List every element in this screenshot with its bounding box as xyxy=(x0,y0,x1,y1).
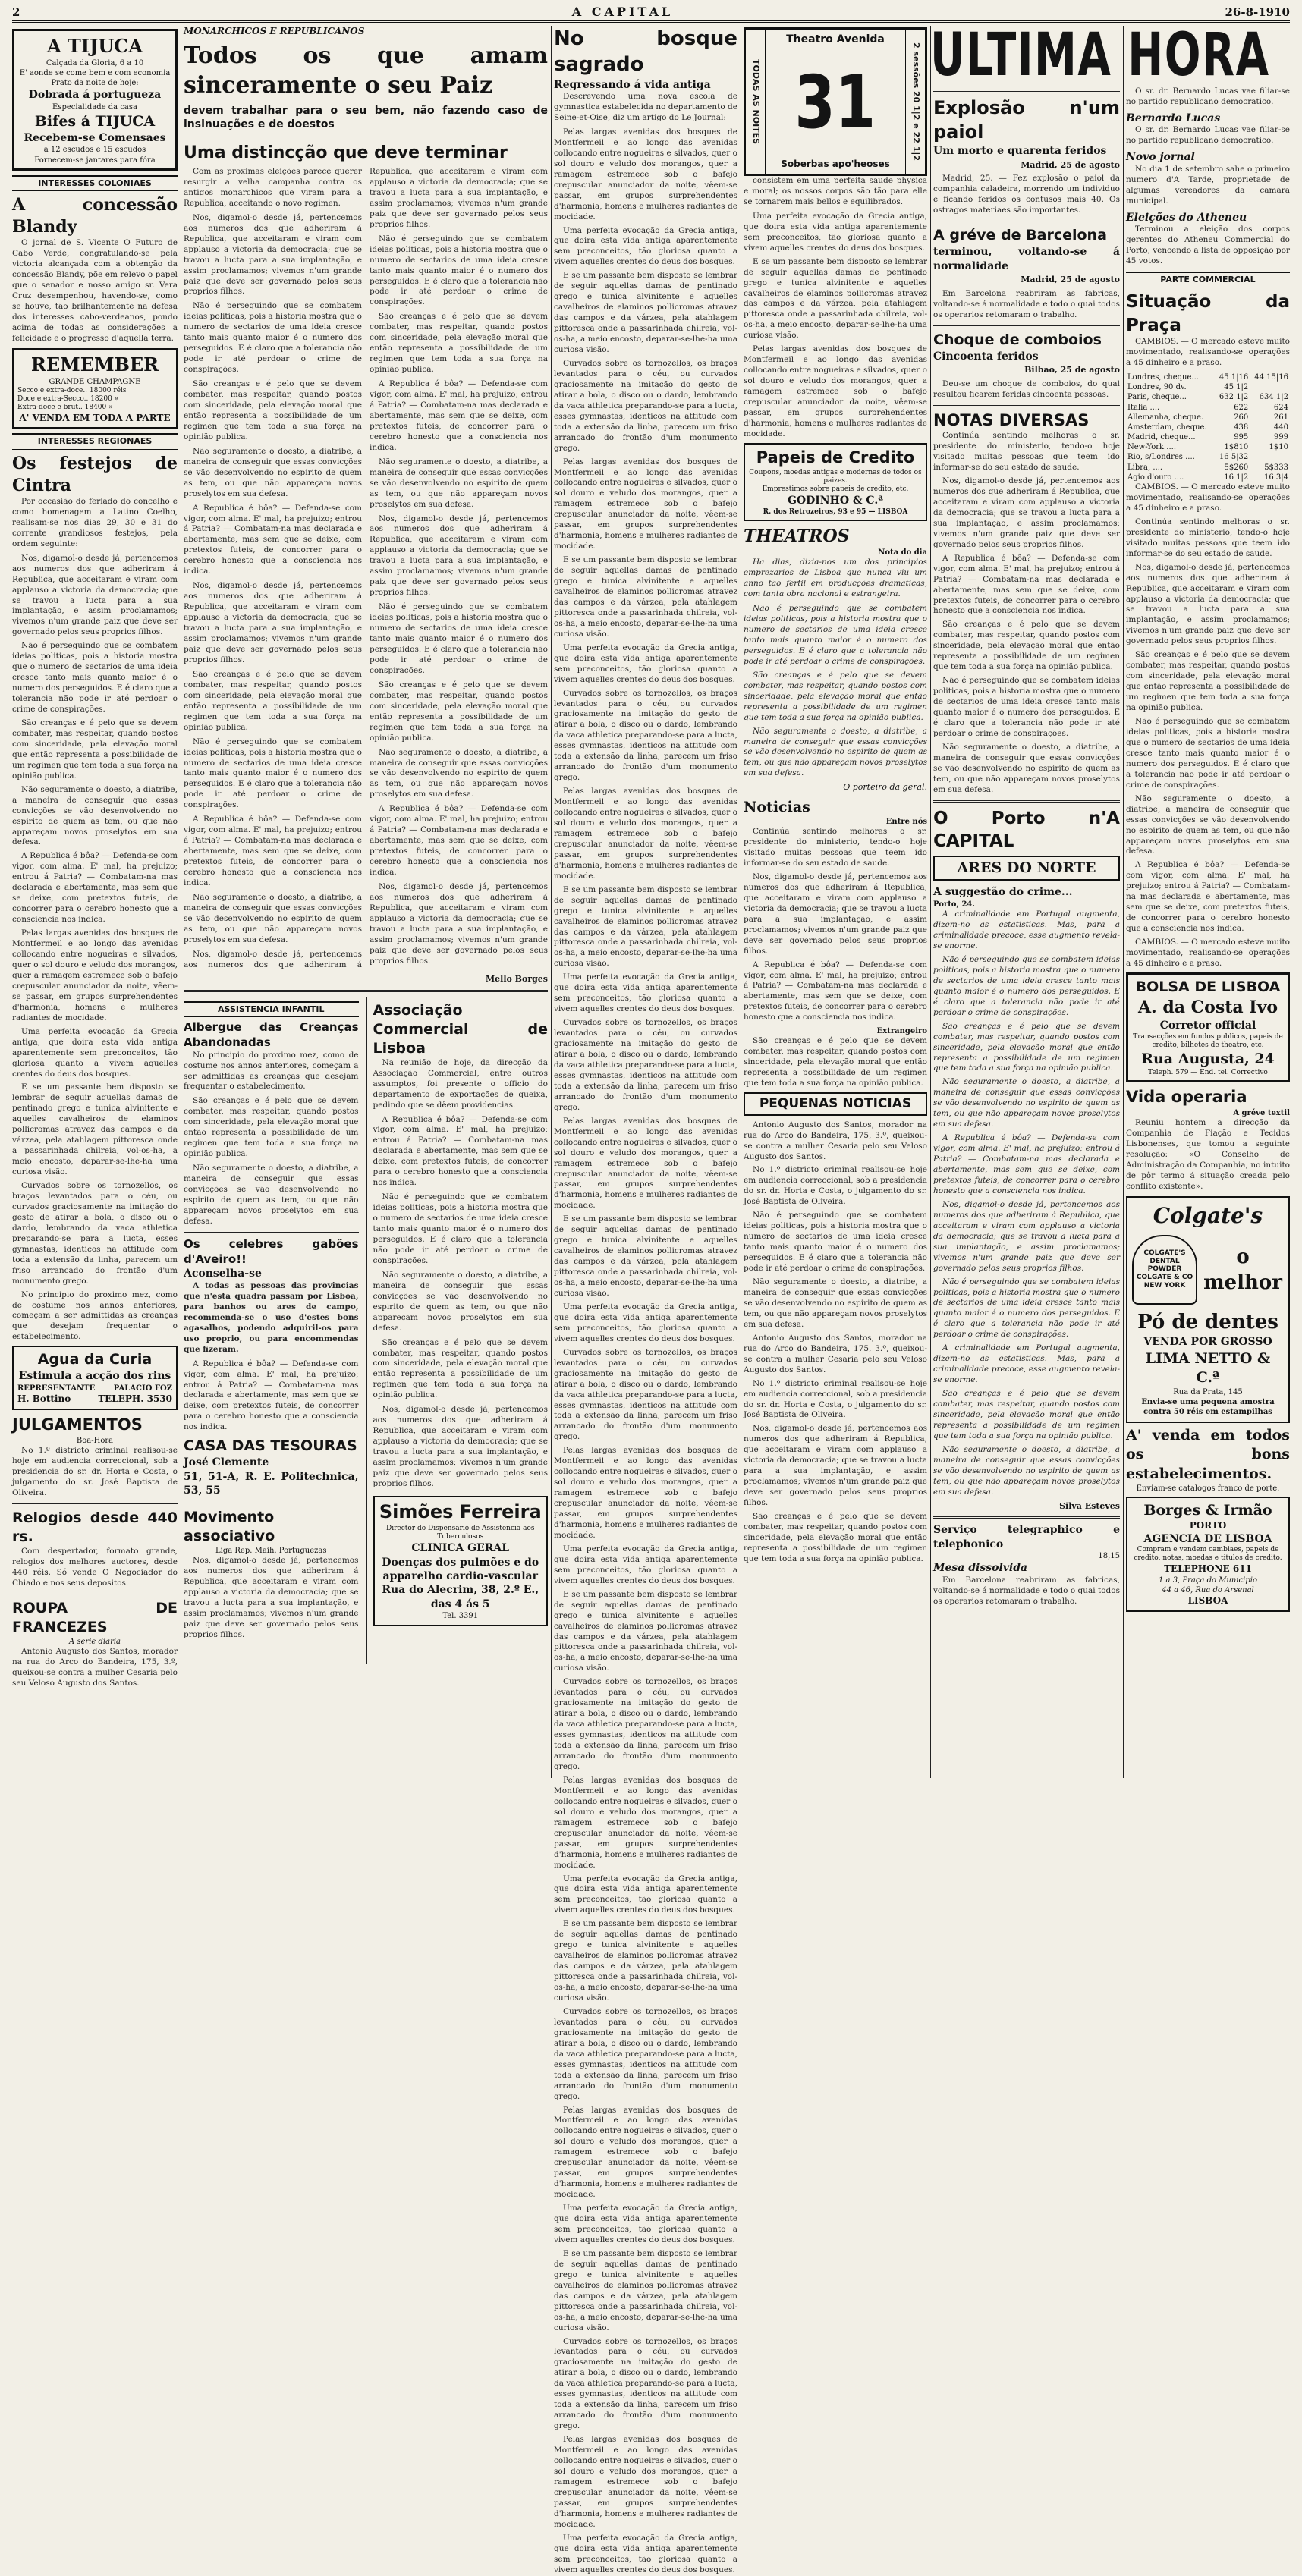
column-3 xyxy=(554,26,737,2574)
agua-curia-ad xyxy=(12,1346,178,1410)
tijuca-line: E' aonde se come bem e com economia xyxy=(19,68,171,77)
ad-name: A. da Costa Ivo xyxy=(1137,997,1278,1018)
article-headline: Explosão n'um paiol xyxy=(933,97,1120,143)
article-body: A todas as pessoas das provincias que n'esta quadra passam por Lisboa, para banhos ou ares de campo, recommenda-se o uso d'estes bons agasalhos, podendo adquiril-os para uso proprio, ou para encommendas que fizeram. xyxy=(184,1280,359,1354)
ad-title: Papeis de Credito xyxy=(756,448,915,467)
section-headline: NOTAS DIVERSAS xyxy=(933,410,1090,429)
remember-ad xyxy=(12,348,178,429)
article-headline: Todos os que amam sinceramente o seu Paiz xyxy=(184,42,548,99)
tijuca-footer: Recebem-se Comensaes xyxy=(24,131,166,144)
exchange-rate-row xyxy=(1126,423,1290,432)
article-body: Não é perseguindo que se combatem ideias politicas, pois a historia mostra que o numero de sectarios de uma ideia cresce tanto mais quanto maior é o numero dos perseguidos. E é claro que a tolerancia não pode ir até perdoar o crime de conspirações. São creanças e é pelo que se devem combater, mas respeitar, quando postos com sinceridade, pela elevação moral que então representa a possibilidade de um regimen que tem toda a sua força na opinião publica. Não seguramente o doesto, a diatribe, a maneira de conseguir que essas convicções se vão desenvolvendo no espirito de quem as tem, ou que não appareçam novos proselytos em sua defesa. xyxy=(744,604,927,778)
dateline: Madrid, 25 de agosto xyxy=(1021,159,1120,170)
remember-footer: A' VENDA EM TODA A PARTE xyxy=(19,412,171,423)
rate-buy: 438 xyxy=(1234,423,1249,432)
article-body: O jornal de S. Vicente O Futuro de Cabo Verde, congratulando-se pela victoria alcançada com a obtenção da concessão Blandy, põe em relevo o papel que o senador e nosso amigo sr. Vera Cruz desempenhou, havendo-se, como se houve, tão brilhantemente na defesa dos interesses cabo-verdeanos, pondo acima de todas as considerações a felicidade e o progresso d'aquella terra. xyxy=(12,238,178,343)
article-headline: Novo jornal xyxy=(1126,151,1195,164)
page-number: 2 xyxy=(12,5,20,19)
column-2 xyxy=(184,26,548,1778)
article-body: No 1.º districto criminal realisou-se hoje em audiencia correccional, sob a presidencia do sr. dr. Horta e Costa, o julgamento do sr. José Baptista de Oliveira. xyxy=(12,1445,178,1497)
rate-city: New-York .... xyxy=(1127,443,1176,452)
article-headline: ROUPA DE FRANCEZES xyxy=(12,1599,178,1635)
rate-buy: 16 1|2 xyxy=(1224,473,1249,482)
ad-agency: AGENCIA DE LISBOA xyxy=(1143,1532,1272,1545)
article-body: Reuniu hontem a direcção da Companhia de Fiação e Tecidos Lisbonenses, que tomou a seguinte resolução: «O Conselho de Administração da Companhia, no intuito de pôr termo á situação creada pelo conflito existente». xyxy=(1126,1118,1290,1191)
article-body: Antonio Augusto dos Santos, morador na rua do Arco do Bandeira, 175, 3.º, queixou-se contra a mulher Cesaria pelo seu Veloso Augusto dos Santos. No 1.º districto criminal realisou-se hoje em audiencia correccional, sob a presidencia do sr. dr. Horta e Costa, o julgamento do sr. José Baptista de Oliveira. Não é perseguindo que se combatem ideias politicas, pois a historia mostra que o numero de sectarios de uma ideia cresce tanto mais quanto maior é o numero dos perseguidos. E é claro que a tolerancia não pode ir até perdoar o crime de conspirações. Não seguramente o doesto, a diatribe, a maneira de conseguir que essas convicções se vão desenvolvendo no espirito de quem as tem, ou que não appareçam novos proselytos em sua defesa. Antonio Augusto dos Santos, morador na rua do Arco do Bandeira, 175, 3.º, queixou-se contra a mulher Cesaria pelo seu Veloso Augusto dos Santos. No 1.º districto criminal realisou-se hoje em audiencia correccional, sob a presidencia do sr. dr. Horta e Costa, o julgamento do sr. José Baptista de Oliveira. Nos, digamol-o desde já, pertencemos aos numeros dos que adheriram á Republica, que acceitaram e viram com applauso a victoria da democracia; que se travou a lucta para a sua implantação, e assim proclamamos; vivemos n'um grande paiz que deve ser governado pelos seus proprios filhos. São creanças e é pelo que se devem combater, mas respeitar, quando postos com sinceridade, pela elevação moral que então representa a possibilidade de um regimen que tem toda a sua força na opinião publica. xyxy=(744,1120,927,1563)
article-headline: Eleições do Atheneu xyxy=(1126,211,1247,224)
article-headline: A concessão Blandy xyxy=(12,195,178,237)
article-body: A Republica é bôa? — Defenda-se com vigor, com alma. E' mal, ha prejuizo; entrou á Patria? — Combatam-na mas declarada e abertamente, mas sem que se deixe, com pretextos futeis, de concorrer para o cerebro honesto que a consciencia nos indica. xyxy=(184,1359,359,1432)
article-headline: Choque de comboios xyxy=(933,331,1102,348)
ad-address: R. dos Retrozeiros, 93 e 95 — LISBOA xyxy=(763,507,908,516)
article-signature: O porteiro da geral. xyxy=(843,782,927,793)
section-headline-box: PEQUENAS NOTICIAS xyxy=(744,1092,927,1115)
theatre-side-label: 2 sessões 20 1|2 e 22 1|2 xyxy=(905,30,925,174)
article-body: Continúa sentindo melhoras o sr. presidente do ministerio, tendo-o hoje visitado muitas pessoas que teem ido informar-se do seu estado de saude. Nos, digamol-o desde já, pertencemos aos numeros dos que adheriram á Republica, que acceitaram e viram com applauso a victoria da democracia; que se travou a lucta para a sua implantação, e assim proclamamos; vivemos n'um grande paiz que deve ser governado pelos seus proprios filhos. A Republica é bôa? — Defenda-se com vigor, com alma. E' mal, ha prejuizo; entrou á Patria? — Combatam-na mas declarada e abertamente, mas sem que se deixe, com pretextos futeis, de concorrer para o cerebro honesto que a consciencia nos indica. São creanças e é pelo que se devem combater, mas respeitar, quando postos com sinceridade, pela elevação moral que então representa a possibilidade de um regimen que tem toda a sua força na opinião publica. Não é perseguindo que se combatem ideias politicas, pois a historia mostra que o numero de sectarios de uma ideia cresce tanto mais quanto maior é o numero dos perseguidos. E é claro que a tolerancia não pode ir até perdoar o crime de conspirações. Não seguramente o doesto, a diatribe, a maneira de conseguir que essas convicções se vão desenvolvendo no espirito de quem as tem, ou que não appareçam novos proselytos em sua defesa. xyxy=(933,431,1120,794)
article-body: Em Barcelona reabriram as fabricas, voltando-se á normalidade e todo o quai todos os operarios retomaram o trabalho. xyxy=(933,288,1120,319)
section-headline: Noticias xyxy=(744,798,810,815)
exchange-rate-row xyxy=(1126,432,1290,442)
tooth-powder-tin-icon: COLGATE'S DENTAL POWDER COLGATE & CO NEW YORK xyxy=(1132,1235,1197,1305)
article-headline: Associação Commercial de Lisboa xyxy=(373,1001,548,1057)
ad-phone: Teleph. 579 — End. tel. Correctivo xyxy=(1148,1069,1268,1077)
rate-city: Agio d'ouro .... xyxy=(1127,473,1184,482)
rate-sell: 634 1|2 xyxy=(1259,393,1288,402)
remember-row: Extra-doce e brut.. 18400 » xyxy=(17,404,113,412)
article-signature: Mello Borges xyxy=(485,973,548,984)
ad-address: Rua da Prata, 145 xyxy=(1173,1387,1243,1396)
tijuca-prices: a 12 escudos e 15 escudos xyxy=(43,146,146,155)
article-body: Com as proximas eleições parece querer resurgir a velha campanha contra os antigos monarchicos que viram para a Republica, acceitando o novo regimen. Nos, digamol-o desde já, pertencemos aos numeros dos que adheriram á Republica, que acceitaram e viram com applauso a victoria da democracia; que se travou a lucta para a sua implantação, e assim proclamamos; vivemos n'um grande paiz que deve ser governado pelos seus proprios filhos. Não é perseguindo que se combatem ideias politicas, pois a historia mostra que o numero de sectarios de uma ideia cresce tanto mais quanto maior é o numero dos perseguidos. E é claro que a tolerancia não pode ir até perdoar o crime de conspirações. São creanças e é pelo que se devem combater, mas respeitar, quando postos com sinceridade, pela elevação moral que então representa a possibilidade de um regimen que tem toda a sua força na opinião publica. Não seguramente o doesto, a diatribe, a maneira de conseguir que essas convicções se vão desenvolvendo no espirito de quem as tem, ou que não appareçam novos proselytos em sua defesa. A Republica é bôa? — Defenda-se com vigor, com alma. E' mal, ha prejuizo; entrou á Patria? — Combatam-na mas declarada e abertamente, mas sem que se deixe, com pretextos futeis, de concorrer para o cerebro honesto que a consciencia nos indica. Nos, digamol-o desde já, pertencemos aos numeros dos que adheriram á Republica, que acceitaram e viram com applauso a victoria da democracia; que se travou a lucta para a sua implantação, e assim proclamamos; vivemos n'um grande paiz que deve ser governado pelos seus proprios filhos. São creanças e é pelo que se devem combater, mas respeitar, quando postos com sinceridade, pela elevação moral que então representa a possibilidade de um regimen que tem toda a sua força na opinião publica. Não é perseguindo que se combatem ideias politicas, pois a historia mostra que o numero de sectarios de uma ideia cresce tanto mais quanto maior é o numero dos perseguidos. E é claro que a tolerancia não pode ir até perdoar o crime de conspirações. A Republica é bôa? — Defenda-se com vigor, com alma. E' mal, ha prejuizo; entrou á Patria? — Combatam-na mas declarada e abertamente, mas sem que se deixe, com pretextos futeis, de concorrer para o cerebro honesto que a consciencia nos indica. Não seguramente o doesto, a diatribe, a maneira de conseguir que essas convicções se vão desenvolvendo no espirito de quem as tem, ou que não appareçam novos proselytos em sua defesa. Nos, digamol-o desde já, pertencemos aos numeros dos que adheriram á Republica, que acceitaram e viram com applauso a victoria da democracia; que se travou a lucta para a sua implantação, e assim proclamamos; vivemos n'um grande paiz que deve ser governado pelos seus proprios filhos. Não é perseguindo que se combatem ideias politicas, pois a historia mostra que o numero de sectarios de uma ideia cresce tanto mais quanto maior é o numero dos perseguidos. E é claro que a tolerancia não pode ir até perdoar o crime de conspirações. São creanças e é pelo que se devem combater, mas respeitar, quando postos com sinceridade, pela elevação moral que então representa a possibilidade de um regimen que tem toda a sua força na opinião publica. A Republica é bôa? — Defenda-se com vigor, com alma. E' mal, ha prejuizo; entrou á Patria? — Combatam-na mas declarada e abertamente, mas sem que se deixe, com pretextos futeis, de concorrer para o cerebro honesto que a consciencia nos indica. Não seguramente o doesto, a diatribe, a maneira de conseguir que essas convicções se vão desenvolvendo no espirito de quem as tem, ou que não appareçam novos proselytos em sua defesa. Nos, digamol-o desde já, pertencemos aos numeros dos que adheriram á Republica, que acceitaram e viram com applauso a victoria da democracia; que se travou a lucta para a sua implantação, e assim proclamamos; vivemos n'um grande paiz que deve ser governado pelos seus proprios filhos. Não é perseguindo que se combatem ideias politicas, pois a historia mostra que o numero de sectarios de uma ideia cresce tanto mais quanto maior é o numero dos perseguidos. E é claro que a tolerancia não pode ir até perdoar o crime de conspirações. São creanças e é pelo que se devem combater, mas respeitar, quando postos com sinceridade, pela elevação moral que então representa a possibilidade de um regimen que tem toda a sua força na opinião publica. Não seguramente o doesto, a diatribe, a maneira de conseguir que essas convicções se vão desenvolvendo no espirito de quem as tem, ou que não appareçam novos proselytos em sua defesa. A Republica é bôa? — Defenda-se com vigor, com alma. E' mal, ha prejuizo; entrou á Patria? — Combatam-na mas declarada e abertamente, mas sem que se deixe, com pretextos futeis, de concorrer para o cerebro honesto que a consciencia nos indica. Nos, digamol-o desde já, pertencemos aos numeros dos que adheriram á Republica, que acceitaram e viram com applauso a victoria da democracia; que se travou a lucta para a sua implantação, e assim proclamamos; vivemos n'um grande paiz que deve ser governado pelos seus proprios filhos. xyxy=(184,166,548,969)
ultima-hora-banner: ULTIMA HORA xyxy=(930,21,1270,90)
rate-sell: 1$10 xyxy=(1269,443,1288,452)
article-subtitle: Regressando á vida antiga xyxy=(554,78,711,91)
article-body: O sr. dr. Bernardo Lucas vae filiar-se no partido republicano democratico. xyxy=(1126,86,1290,106)
rate-buy: 260 xyxy=(1234,413,1249,422)
rate-city: Allemanha, cheque. xyxy=(1127,413,1204,422)
column-rule xyxy=(551,26,552,1778)
section-heading: ASSISTENCIA INFANTIL xyxy=(184,1001,359,1018)
subcolumn-right xyxy=(366,997,549,1664)
ad-title: Simões Ferreira xyxy=(379,1500,542,1522)
article-headline: No bosque sagrado xyxy=(554,27,737,77)
tijuca-ad xyxy=(12,29,178,171)
article-body: consistem em uma perfeita saude physica e moral; os nossos corpos são tão para elle se tornarem mais bellos e equilibrados. xyxy=(744,176,927,206)
article-subtitle: Cincoenta feridos xyxy=(933,350,1039,363)
exchange-rate-row xyxy=(1126,473,1290,482)
article-headline: A gréve de Barcelona xyxy=(933,227,1107,244)
column-4 xyxy=(744,26,927,1778)
article-subtitle: devem trabalhar para o seu bem, não fazendo caso de insinuações e de doestos xyxy=(184,105,548,131)
ad-avenda: A' venda em todos os bons estabelecimentos. xyxy=(1126,1427,1290,1482)
ad-title: Borges & Irmão xyxy=(1143,1501,1272,1519)
ad-subtitle: Coupons, moedas antigas e modernas de todos os paizes. xyxy=(749,468,922,485)
ad-slogan: o melhor xyxy=(1203,1245,1282,1294)
rate-buy: 16 5|32 xyxy=(1219,453,1249,462)
article-body: A criminalidade em Portugal augmenta, dizem-no as estatisticas. Mas, para a criminalidade precoce, esse augmento revela-se enorme. Não é perseguindo que se combatem ideias politicas, pois a historia mostra que o numero de sectarios de uma ideia cresce tanto mais quanto maior é o numero dos perseguidos. E é claro que a tolerancia não pode ir até perdoar o crime de conspirações. São creanças e é pelo que se devem combater, mas respeitar, quando postos com sinceridade, pela elevação moral que então representa a possibilidade de um regimen que tem toda a sua força na opinião publica. Não seguramente o doesto, a diatribe, a maneira de conseguir que essas convicções se vão desenvolvendo no espirito de quem as tem, ou que não appareçam novos proselytos em sua defesa. A Republica é bôa? — Defenda-se com vigor, com alma. E' mal, ha prejuizo; entrou á Patria? — Combatam-na mas declarada e abertamente, mas sem que se deixe, com pretextos futeis, de concorrer para o cerebro honesto que a consciencia nos indica. Nos, digamol-o desde já, pertencemos aos numeros dos que adheriram á Republica, que acceitaram e viram com applauso a victoria da democracia; que se travou a lucta para a sua implantação, e assim proclamamos; vivemos n'um grande paiz que deve ser governado pelos seus proprios filhos. Não é perseguindo que se combatem ideias politicas, pois a historia mostra que o numero de sectarios de uma ideia cresce tanto mais quanto maior é o numero dos perseguidos. E é claro que a tolerancia não pode ir até perdoar o crime de conspirações. A criminalidade em Portugal augmenta, dizem-no as estatisticas. Mas, para a criminalidade precoce, esse augmento revela-se enorme. São creanças e é pelo que se devem combater, mas respeitar, quando postos com sinceridade, pela elevação moral que então representa a possibilidade de um regimen que tem toda a sua força na opinião publica. Não seguramente o doesto, a diatribe, a maneira de conseguir que essas convicções se vão desenvolvendo no espirito de quem as tem, ou que não appareçam novos proselytos em sua defesa. xyxy=(933,909,1120,1497)
tijuca-dish: Dobrada á portugueza xyxy=(28,89,162,102)
article-subtitle: A suggestão do crime... xyxy=(933,886,1073,899)
rate-city: Italia .... xyxy=(1127,403,1160,412)
ad-clinic-subtitle: Doenças dos pulmões e do apparelho cardio-vascular xyxy=(382,1556,539,1583)
article-body: Ha dias, dizia-nos um dos principios emprezarios de Lisboa que nunca viu um anno tão fertil em producções dramaticas, com tanta obra nacional e estrangeira. xyxy=(744,558,927,599)
rate-sell: 44 15|16 xyxy=(1254,372,1288,382)
section-headline: Serviço telegraphico e telephonico xyxy=(933,1524,1120,1550)
issue-date: 26-8-1910 xyxy=(1225,5,1290,19)
subheading: Entre nós xyxy=(885,817,927,826)
time-stamp: 18,15 xyxy=(1098,1552,1120,1561)
section-headline: Vida operaria xyxy=(1126,1088,1247,1107)
theatre-footer: Soberbas apo'heoses xyxy=(781,159,890,170)
tesouras-name: José Clemente xyxy=(184,1456,269,1469)
exchange-rate-row xyxy=(1126,463,1290,473)
rate-buy: 632 1|2 xyxy=(1219,393,1249,402)
article-subheadline: Uma distincção que deve terminar xyxy=(184,143,508,162)
subheading: Boa-Hora xyxy=(76,1436,114,1445)
ad-city: LISBOA xyxy=(1187,1594,1228,1606)
exchange-rate-row xyxy=(1126,372,1290,382)
borges-irmao-ad xyxy=(1126,1497,1290,1612)
column-rule xyxy=(1123,26,1124,1778)
article-body: Madrid, 25. — Fez explosão o paiol da companhia caladeira, morrendo um individuo e ficando feridos os contusos mais 40. Os ostragos materiaes são importantes. xyxy=(933,174,1120,215)
exchange-rate-row xyxy=(1126,413,1290,423)
rate-city: Madrid, cheque... xyxy=(1127,433,1196,442)
section-headline: THEATROS xyxy=(744,526,850,547)
article-body: Descrevendo uma nova escola de gymnastica estabelecida no departamento de Seine-et-Oise, diz um artigo do Le Journal: xyxy=(554,92,737,122)
article-body: O sr. dr. Bernardo Lucas vae filiar-se no partido republicano democratico. xyxy=(1126,125,1290,146)
rate-sell: 440 xyxy=(1273,423,1288,432)
tijuca-speciality-label: Especialidade da casa xyxy=(52,102,137,112)
rate-sell: 16 3|4 xyxy=(1264,473,1288,482)
article-body: Nos, digamol-o desde já, pertencemos aos numeros dos que adheriram á Republica, que acceitaram e viram com applauso a victoria da democracia; que se travou a lucta para a sua implantação, e assim proclamamos; vivemos n'um grande paiz que deve ser governado pelos seus proprios filhos. xyxy=(373,1405,548,1488)
rate-sell: 5$333 xyxy=(1264,463,1288,472)
rate-city: Rio, s/Londres .... xyxy=(1127,453,1195,462)
rate-city: Londres, 90 dv. xyxy=(1127,383,1187,392)
rate-buy: 5$260 xyxy=(1224,463,1249,472)
section-headline: Situação da Praça xyxy=(1126,292,1290,335)
dateline: Bilbao, 25 de agosto xyxy=(1024,365,1120,375)
tesouras-ad: CASA DAS TESOURAS xyxy=(184,1437,357,1455)
papeis-credito-ad xyxy=(744,443,927,521)
article-headline: Movimento associativo xyxy=(184,1508,275,1544)
article-subtitle: Um morto e quarenta feridos xyxy=(933,145,1107,158)
exchange-rates-table xyxy=(1126,372,1290,482)
article-body: Nos, digamol-o desde já, pertencemos aos numeros dos que adheriram á Republica, que acceitaram e viram com applauso a victoria da democracia; que se travou a lucta para a sua implantação, e assim proclamamos; vivemos n'um grande paiz que deve ser governado pelos seus proprios filhos. xyxy=(184,1556,359,1639)
agua-address: PALACIO FOZ xyxy=(113,1384,172,1393)
ad-address: Rua Augusta, 24 xyxy=(1141,1051,1275,1068)
ad-envia: Envia-se uma pequena amostra contra 50 réis em estampilhas xyxy=(1141,1398,1275,1417)
bolsa-lisboa-ad xyxy=(1126,972,1290,1082)
rate-sell: 624 xyxy=(1273,403,1288,412)
ad-subtitle: Emprestimos sobre papeis de credito, etc. xyxy=(762,485,909,494)
rate-sell xyxy=(1250,452,1290,462)
exchange-rate-row xyxy=(1126,442,1290,452)
subheading: A gréve textil xyxy=(1233,1109,1290,1118)
article-body: Na reunião de hoje, da direcção da Associação Commercial, entre outros assumptos, foi presente o officio do departamento de exportações de queixa, pedindo que se dêem providencias. xyxy=(373,1057,548,1110)
theatro-avenida-ad xyxy=(744,27,927,176)
ad-text: Compram e vendem cambiaes, papeis de credito, notas, moedas e titulos de credito. xyxy=(1134,1546,1282,1563)
lower-columns xyxy=(184,997,548,1664)
article-body: Não é perseguindo que se combatem ideias politicas, pois a historia mostra que o numero de sectarios de uma ideia cresce tanto mais quanto maior é o numero dos perseguidos. E é claro que a tolerancia não pode ir até perdoar o crime de conspirações. xyxy=(373,1192,548,1265)
tijuca-title: A TIJUCA xyxy=(46,35,143,57)
masthead: A CAPITAL xyxy=(571,5,674,19)
subheading: Nota do dia xyxy=(878,548,927,558)
agua-subtitle: Estimula a acção dos rins xyxy=(18,1370,171,1383)
article-body: Não seguramente o doesto, a diatribe, a maneira de conseguir que essas convicções se vão desenvolvendo no espirito de quem as tem, ou que não appareçam novos proselytos em sua defesa. xyxy=(184,1164,359,1226)
ad-title: BOLSA DE LISBOA xyxy=(1135,978,1281,995)
section-heading: PARTE COMMERCIAL xyxy=(1126,272,1290,288)
rate-city: Libra, .... xyxy=(1127,463,1163,472)
dateline: Madrid, 25 de agosto xyxy=(1021,275,1120,285)
article-body: Em Barcelona reabriram as fabricas, voltando-se á normalidade e todo o quai todos os operarios retomaram o trabalho. xyxy=(933,1575,1120,1606)
subheading: Liga Rep. Maih. Portuguezas xyxy=(215,1546,327,1555)
article-body: No dia 1 de setembro sahe o primeiro numero d'A Tarde, proprietade de algumas vereadores da camara municipal. xyxy=(1126,164,1290,206)
agua-name: H. Bottino xyxy=(17,1393,71,1405)
ad-product: Pó de dentes xyxy=(1137,1310,1278,1334)
article-headline: Os celebres gabões d'Aveiro!! xyxy=(184,1236,359,1266)
rate-city: Amsterdam, cheque. xyxy=(1127,423,1207,432)
article-body: Por occasião do feriado do concelho e como homenagem a Latino Coelho, realisam-se nos dias 29, 30 e 31 do corrente grandiosos festejos, pela ordem seguinte: xyxy=(12,496,178,548)
column-rule xyxy=(930,26,931,1778)
ad-address: 1 a 3, Praça do Municipio xyxy=(1159,1575,1257,1585)
exchange-rate-row xyxy=(1126,382,1290,392)
article-author: Bernardo Lucas xyxy=(1126,112,1221,124)
section-headline: O Porto n'A CAPITAL xyxy=(933,808,1120,852)
column-1 xyxy=(12,26,178,1778)
article-body: A Republica é bôa? — Defenda-se com vigor, com alma. E' mal, ha prejuizo; entrou á Patria? — Combatam-na mas declarada e abertamente, mas sem que se deixe, com pretextos futeis, de concorrer para o cerebro honesto que a consciencia nos indica. xyxy=(373,1114,548,1188)
ad-name: GODINHO & C.ª xyxy=(787,495,884,507)
ad-clinic: CLINICA GERAL xyxy=(411,1542,510,1555)
rate-buy: 622 xyxy=(1234,403,1249,412)
relogios-ad: Relogios desde 440 rs. xyxy=(12,1509,178,1545)
article-body: Antonio Augusto dos Santos, morador na rua do Arco do Bandeira, 175, 3.º, queixou-se contra a mulher Cesaria pelo seu Veloso Augusto dos Santos. xyxy=(12,1646,178,1688)
rate-city: Londres, cheque... xyxy=(1127,372,1199,382)
tijuca-address: Calçada da Gloria, 6 a 10 xyxy=(46,58,144,68)
tesouras-address: 51, 51-A, R. E. Politechnica, 53, 55 xyxy=(184,1470,359,1497)
article-body: Nos, digamol-o desde já, pertencemos aos numeros dos que adheriram á Republica, que acceitaram e viram com applauso a victoria da democracia; que se travou a lucta para a sua implantação, e assim proclamamos; vivemos n'um grande paiz que deve ser governado pelos seus proprios filhos. Não é perseguindo que se combatem ideias politicas, pois a historia mostra que o numero de sectarios de uma ideia cresce tanto mais quanto maior é o numero dos perseguidos. E é claro que a tolerancia não pode ir até perdoar o crime de conspirações. São creanças e é pelo que se devem combater, mas respeitar, quando postos com sinceridade, pela elevação moral que então representa a possibilidade de um regimen que tem toda a sua força na opinião publica. Não seguramente o doesto, a diatribe, a maneira de conseguir que essas convicções se vão desenvolvendo no espirito de quem as tem, ou que não appareçam novos proselytos em sua defesa. A Republica é bôa? — Defenda-se com vigor, com alma. E' mal, ha prejuizo; entrou á Patria? — Combatam-na mas declarada e abertamente, mas sem que se deixe, com pretextos futeis, de concorrer para o cerebro honesto que a consciencia nos indica. Pelas largas avenidas dos bosques de Montfermeil e ao longo das avenidas collocando entre nogueiras e silvados, quer o sol douro e veludo dos morangos, quer a ramagem estremece sob o bafejo crepuscular anunciador da noite, vêem-se passar, em grupos surprehendentes d'harmonia, homens e mulheres radiantes de mocidade. Uma perfeita evocação da Grecia antiga, que doira esta vida antiga aparentemente sem preconceitos, tão gloriosa quanto a vivem aquelles crentes do deus dos bosques. E se um passante bem disposto se lembrar de seguir aquellas damas de pentinado grego e tunica alvinitente e aquelles cavalheiros de elaminos pollicromas atravez das campos e da várzea, pela atahlagem pittoresca onde a passarinhada chilreia, vol-os-ha, a meio encosto, deparar-se-lhe-ha uma curiosa visão. Curvados sobre os tornozellos, os braços levantados para o céu, ou curvados graciosamente na imitação do gesto de atirar a bola, o disco ou o dardo, lembrando da vaca athletica preparando-se para a lucta, esses gymnastas, identicos na attitude com toda a extensão da linha, parecem um friso arrancado do frontão d'um monumento grego. No principio do proximo mez, como de costume nos annos anteriores, começam a ser admittidas as creanças que desejam frequentar o estabelecimento. xyxy=(12,553,178,1342)
section-heading: INTERESSES COLONIAES xyxy=(12,175,178,192)
dateline: Porto, 24. xyxy=(933,900,975,909)
rate-buy: 995 xyxy=(1234,433,1249,442)
exchange-rate-row xyxy=(1126,403,1290,413)
ad-venda: VENDA POR GROSSO xyxy=(1143,1336,1272,1349)
article-headline: Albergue das Creanças Abandonadas xyxy=(184,1020,359,1049)
remember-row: Secco e extra-doce.. 18000 réis xyxy=(17,386,127,394)
subheading: A serie diaria xyxy=(68,1637,121,1646)
agua-rep: REPRESENTANTE xyxy=(17,1384,96,1393)
ad-phone: TELEPHONE 611 xyxy=(1164,1563,1252,1574)
article-body: Com despertador, formato grande, relogios dos melhores auctores, desde 440 réis. Só vende O Negociador do Chiado e nos seus depositos. xyxy=(12,1546,178,1588)
remember-row: Doce e extra-Secco.. 18200 » xyxy=(17,395,119,404)
theatre-side-label: TODAS AS NOITES xyxy=(746,30,766,174)
subcolumn-left xyxy=(184,997,359,1664)
rate-sell xyxy=(1250,382,1290,392)
subheading: Extrangeiro xyxy=(876,1027,927,1036)
ad-address: Rua do Alecrim, 38, 2.º E., das 4 ás 5 xyxy=(382,1584,539,1610)
article-headline: Mesa dissolvida xyxy=(933,1562,1028,1575)
ad-city: PORTO xyxy=(1189,1519,1227,1531)
ares-do-norte-box: ARES DO NORTE xyxy=(933,856,1120,881)
article-body: Não seguramente o doesto, a diatribe, a maneira de conseguir que essas convicções se vão desenvolvendo no espirito de quem as tem, ou que não appareçam novos proselytos em sua defesa. xyxy=(373,1270,548,1333)
article-subtitle: terminou, voltando-se á normalidade xyxy=(933,246,1120,272)
remember-subtitle: GRANDE CHAMPAGNE xyxy=(49,377,141,386)
agua-title: Agua da Curia xyxy=(37,1351,153,1368)
ad-role: Corretor official xyxy=(1159,1019,1256,1032)
rate-buy: 45 1|16 xyxy=(1219,372,1249,382)
article-headline: Os festejos de Cintra xyxy=(12,453,178,495)
section-heading: INTERESSES REGIONAES xyxy=(12,433,178,450)
article-body: Continúa sentindo melhoras o sr. presidente do ministerio, tendo-o hoje visitado muitas pessoas que teem ido informar-se do seu estado de saude. Nos, digamol-o desde já, pertencemos aos numeros dos que adheriram á Republica, que acceitaram e viram com applauso a victoria da democracia; que se travou a lucta para a sua implantação, e assim proclamamos; vivemos n'um grande paiz que deve ser governado pelos seus proprios filhos. A Republica é bôa? — Defenda-se com vigor, com alma. E' mal, ha prejuizo; entrou á Patria? — Combatam-na mas declarada e abertamente, mas sem que se deixe, com pretextos futeis, de concorrer para o cerebro honesto que a consciencia nos indica. xyxy=(744,827,927,1023)
article-subtitle: Aconselha-se xyxy=(184,1268,262,1280)
article-body: São creanças e é pelo que se devem combater, mas respeitar, quando postos com sinceridade, pela elevação moral que então representa a possibilidade de um regimen que tem toda a sua força na opinião publica. xyxy=(373,1337,548,1400)
colgate-ad xyxy=(1126,1196,1290,1423)
exchange-rate-row xyxy=(1126,452,1290,462)
rate-buy: 45 1|2 xyxy=(1224,383,1249,392)
rate-city: Paris, cheque... xyxy=(1127,393,1187,402)
rate-buy: 1$810 xyxy=(1224,443,1249,452)
simoes-ferreira-ad xyxy=(373,1496,549,1626)
tijuca-extra: Fornecem-se jantares para fóra xyxy=(34,156,156,165)
rate-sell: 261 xyxy=(1273,413,1288,422)
article-body: São creanças e é pelo que se devem combater, mas respeitar, quando postos com sinceridade, pela elevação moral que então representa a possibilidade de um regimen que tem toda a sua força na opinião publica. xyxy=(744,1036,927,1089)
article-headline: JULGAMENTOS xyxy=(12,1415,143,1434)
article-body: CAMBIOS. — O mercado esteve muito movimentado, realisando-se operações a 45 dinheiro e a praso. Continúa sentindo melhoras o sr. presidente do ministerio, tendo-o hoje visitado muitas pessoas que teem ido informar-se do seu estado de saude. Nos, digamol-o desde já, pertencemos aos numeros dos que adheriram á Republica, que acceitaram e viram com applauso a victoria da democracia; que se travou a lucta para a sua implantação, e assim proclamamos; vivemos n'um grande paiz que deve ser governado pelos seus proprios filhos. São creanças e é pelo que se devem combater, mas respeitar, quando postos com sinceridade, pela elevação moral que então representa a possibilidade de um regimen que tem toda a sua força na opinião publica. Não é perseguindo que se combatem ideias politicas, pois a historia mostra que o numero de sectarios de uma ideia cresce tanto mais quanto maior é o numero dos perseguidos. E é claro que a tolerancia não pode ir até perdoar o crime de conspirações. Não seguramente o doesto, a diatribe, a maneira de conseguir que essas convicções se vão desenvolvendo no espirito de quem as tem, ou que não appareçam novos proselytos em sua defesa. A Republica é bôa? — Defenda-se com vigor, com alma. E' mal, ha prejuizo; entrou á Patria? — Combatam-na mas declarada e abertamente, mas sem que se deixe, com pretextos futeis, de concorrer para o cerebro honesto que a consciencia nos indica. CAMBIOS. — O mercado esteve muito movimentado, realisando-se operações a 45 dinheiro e a praso. xyxy=(1126,482,1290,968)
ad-avenda-sub: Enviam-se catalogos franco de porte. xyxy=(1136,1484,1280,1493)
article-body: Uma perfeita evocação da Grecia antiga, que doira esta vida antiga aparentemente sem preconceitos, tão gloriosa quanto a vivem aquelles crentes do deus dos bosques. E se um passante bem disposto se lembrar de seguir aquellas damas de pentinado grego e tunica alvinitente e aquelles cavalheiros de elaminos pollicromas atravez das campos e da várzea, pela atahlagem pittoresca onde a passarinhada chilreia, vol-os-ha, a meio encosto, deparar-se-lhe-ha uma curiosa visão. Pelas largas avenidas dos bosques de Montfermeil e ao longo das avenidas collocando entre nogueiras e silvados, quer o sol douro e veludo dos morangos, quer a ramagem estremece sob o bafejo crepuscular anunciador da noite, vêem-se passar, em grupos surprehendentes d'harmonia, homens e mulheres radiantes de mocidade. xyxy=(744,211,927,438)
article-body: No principio do proximo mez, como de costume nos annos anteriores, começam a ser admittidas as creanças que desejam frequentar o estabelecimento. xyxy=(184,1050,359,1092)
article-body: Deu-se um choque de comboios, do qual resultou ficarem feridas cincoenta pessoas. xyxy=(933,379,1120,399)
theatre-number: 31 xyxy=(794,60,876,146)
ad-name: LIMA NETTO & C.ª xyxy=(1145,1349,1271,1386)
article-body: Terminou a eleição dos corpos gerentes do Atheneu Commercial do Porto, vencendo a lista de opposição por 45 votos. xyxy=(1126,225,1290,265)
article-kicker: MONARCHICOS E REPUBLICANOS xyxy=(184,26,365,36)
ad-brand: Colgate's xyxy=(1153,1202,1263,1228)
ad-address: 44 a 46, Rua do Arsenal xyxy=(1162,1585,1254,1594)
tijuca-line: Prato da noite de hoje: xyxy=(51,79,139,88)
tijuca-speciality: Bifes á TIJUCA xyxy=(34,112,156,130)
ad-subtitle: Director do Dispensario de Assistencia aos Tuberculosos xyxy=(385,1524,535,1541)
article-signature: Silva Esteves xyxy=(1059,1500,1120,1511)
agua-phone: TELEPH. 3530 xyxy=(98,1393,172,1405)
article-body: CAMBIOS. — O mercado esteve muito movimentado, realisando-se operações a 45 dinheiro e a praso. xyxy=(1126,337,1290,367)
column-6 xyxy=(1126,26,1290,1778)
ad-phone: Tel. 3391 xyxy=(442,1612,479,1621)
article-body: Pelas largas avenidas dos bosques de Montfermeil e ao longo das avenidas collocando entre nogueiras e silvados, quer o sol douro e veludo dos morangos, quer a ramagem estremece sob o bafejo crepuscular anunciador da noite, vêem-se passar, em grupos surprehendentes d'harmonia, homens e mulheres radiantes de mocidade. Uma perfeita evocação da Grecia antiga, que doira esta vida antiga aparentemente sem preconceitos, tão gloriosa quanto a vivem aquelles crentes do deus dos bosques. E se um passante bem disposto se lembrar de seguir aquellas damas de pentinado grego e tunica alvinitente e aquelles cavalheiros de elaminos pollicromas atravez das campos e da várzea, pela atahlagem pittoresca onde a passarinhada chilreia, vol-os-ha, a meio encosto, deparar-se-lhe-ha uma curiosa visão. Curvados sobre os tornozellos, os braços levantados para o céu, ou curvados graciosamente na imitação do gesto de atirar a bola, o disco ou o dardo, lembrando da vaca athletica preparando-se para a lucta, esses gymnastas, identicos na attitude com toda a extensão da linha, parecem um friso arrancado do frontão d'um monumento grego. Pelas largas avenidas dos bosques de Montfermeil e ao longo das avenidas collocando entre nogueiras e silvados, quer o sol douro e veludo dos morangos, quer a ramagem estremece sob o bafejo crepuscular anunciador da noite, vêem-se passar, em grupos surprehendentes d'harmonia, homens e mulheres radiantes de mocidade. E se um passante bem disposto se lembrar de seguir aquellas damas de pentinado grego e tunica alvinitente e aquelles cavalheiros de elaminos pollicromas atravez das campos e da várzea, pela atahlagem pittoresca onde a passarinhada chilreia, vol-os-ha, a meio encosto, deparar-se-lhe-ha uma curiosa visão. Uma perfeita evocação da Grecia antiga, que doira esta vida antiga aparentemente sem preconceitos, tão gloriosa quanto a vivem aquelles crentes do deus dos bosques. Curvados sobre os tornozellos, os braços levantados para o céu, ou curvados graciosamente na imitação do gesto de atirar a bola, o disco ou o dardo, lembrando da vaca athletica preparando-se para a lucta, esses gymnastas, identicos na attitude com toda a extensão da linha, parecem um friso arrancado do frontão d'um monumento grego. Pelas largas avenidas dos bosques de Montfermeil e ao longo das avenidas collocando entre nogueiras e silvados, quer o sol douro e veludo dos morangos, quer a ramagem estremece sob o bafejo crepuscular anunciador da noite, vêem-se passar, em grupos surprehendentes d'harmonia, homens e mulheres radiantes de mocidade. E se um passante bem disposto se lembrar de seguir aquellas damas de pentinado grego e tunica alvinitente e aquelles cavalheiros de elaminos pollicromas atravez das campos e da várzea, pela atahlagem pittoresca onde a passarinhada chilreia, vol-os-ha, a meio encosto, deparar-se-lhe-ha uma curiosa visão. Uma perfeita evocação da Grecia antiga, que doira esta vida antiga aparentemente sem preconceitos, tão gloriosa quanto a vivem aquelles crentes do deus dos bosques. Curvados sobre os tornozellos, os braços levantados para o céu, ou curvados graciosamente na imitação do gesto de atirar a bola, o disco ou o dardo, lembrando da vaca athletica preparando-se para a lucta, esses gymnastas, identicos na attitude com toda a extensão da linha, parecem um friso arrancado do frontão d'um monumento grego. Pelas largas avenidas dos bosques de Montfermeil e ao longo das avenidas collocando entre nogueiras e silvados, quer o sol douro e veludo dos morangos, quer a ramagem estremece sob o bafejo crepuscular anunciador da noite, vêem-se passar, em grupos surprehendentes d'harmonia, homens e mulheres radiantes de mocidade. E se um passante bem disposto se lembrar de seguir aquellas damas de pentinado grego e tunica alvinitente e aquelles cavalheiros de elaminos pollicromas atravez das campos e da várzea, pela atahlagem pittoresca onde a passarinhada chilreia, vol-os-ha, a meio encosto, deparar-se-lhe-ha uma curiosa visão. Uma perfeita evocação da Grecia antiga, que doira esta vida antiga aparentemente sem preconceitos, tão gloriosa quanto a vivem aquelles crentes do deus dos bosques. Curvados sobre os tornozellos, os braços levantados para o céu, ou curvados graciosamente na imitação do gesto de atirar a bola, o disco ou o dardo, lembrando da vaca athletica preparando-se para a lucta, esses gymnastas, identicos na attitude com toda a extensão da linha, parecem um friso arrancado do frontão d'um monumento grego. Pelas largas avenidas dos bosques de Montfermeil e ao longo das avenidas collocando entre nogueiras e silvados, quer o sol douro e veludo dos morangos, quer a ramagem estremece sob o bafejo crepuscular anunciador da noite, vêem-se passar, em grupos surprehendentes d'harmonia, homens e mulheres radiantes de mocidade. Uma perfeita evocação da Grecia antiga, que doira esta vida antiga aparentemente sem preconceitos, tão gloriosa quanto a vivem aquelles crentes do deus dos bosques. E se um passante bem disposto se lembrar de seguir aquellas damas de pentinado grego e tunica alvinitente e aquelles cavalheiros de elaminos pollicromas atravez das campos e da várzea, pela atahlagem pittoresca onde a passarinhada chilreia, vol-os-ha, a meio encosto, deparar-se-lhe-ha uma curiosa visão. Curvados sobre os tornozellos, os braços levantados para o céu, ou curvados graciosamente na imitação do gesto de atirar a bola, o disco ou o dardo, lembrando da vaca athletica preparando-se para a lucta, esses gymnastas, identicos na attitude com toda a extensão da linha, parecem um friso arrancado do frontão d'um monumento grego. Pelas largas avenidas dos bosques de Montfermeil e ao longo das avenidas collocando entre nogueiras e silvados, quer o sol douro e veludo dos morangos, quer a ramagem estremece sob o bafejo crepuscular anunciador da noite, vêem-se passar, em grupos surprehendentes d'harmonia, homens e mulheres radiantes de mocidade. Uma perfeita evocação da Grecia antiga, que doira esta vida antiga aparentemente sem preconceitos, tão gloriosa quanto a vivem aquelles crentes do deus dos bosques. E se um passante bem disposto se lembrar de seguir aquellas damas de pentinado grego e tunica alvinitente e aquelles cavalheiros de elaminos pollicromas atravez das campos e da várzea, pela atahlagem pittoresca onde a passarinhada chilreia, vol-os-ha, a meio encosto, deparar-se-lhe-ha uma curiosa visão. Curvados sobre os tornozellos, os braços levantados para o céu, ou curvados graciosamente na imitação do gesto de atirar a bola, o disco ou o dardo, lembrando da vaca athletica preparando-se para a lucta, esses gymnastas, identicos na attitude com toda a extensão da linha, parecem um friso arrancado do frontão d'um monumento grego. Pelas largas avenidas dos bosques de Montfermeil e ao longo das avenidas collocando entre nogueiras e silvados, quer o sol douro e veludo dos morangos, quer a ramagem estremece sob o bafejo crepuscular anunciador da noite, vêem-se passar, em grupos surprehendentes d'harmonia, homens e mulheres radiantes de mocidade. Uma perfeita evocação da Grecia antiga, que doira esta vida antiga aparentemente sem preconceitos, tão gloriosa quanto a vivem aquelles crentes do deus dos bosques. E se um passante bem disposto se lembrar de seguir aquellas damas de pentinado grego e tunica alvinitente e aquelles cavalheiros de elaminos pollicromas atravez das campos e da várzea, pela atahlagem pittoresca onde a passarinhada chilreia, vol-os-ha, a meio encosto, deparar-se-lhe-ha uma curiosa visão. Curvados sobre os tornozellos, os braços levantados para o céu, ou curvados graciosamente na imitação do gesto de atirar a bola, o disco ou o dardo, lembrando da vaca athletica preparando-se para a lucta, esses gymnastas, identicos na attitude com toda a extensão da linha, parecem um friso arrancado do frontão d'um monumento grego. Pelas largas avenidas dos bosques de Montfermeil e ao longo das avenidas collocando entre nogueiras e silvados, quer o sol douro e veludo dos morangos, quer a ramagem estremece sob o bafejo crepuscular anunciador da noite, vêem-se passar, em grupos surprehendentes d'harmonia, homens e mulheres radiantes de mocidade. Uma perfeita evocação da Grecia antiga, que doira esta vida antiga aparentemente sem preconceitos, tão gloriosa quanto a vivem aquelles crentes do deus dos bosques. xyxy=(554,127,737,2574)
rate-sell: 999 xyxy=(1273,433,1288,442)
theatre-name: Theatro Avenida xyxy=(786,33,885,46)
remember-title: REMEMBER xyxy=(30,353,159,375)
article-body: São creanças e é pelo que se devem combater, mas respeitar, quando postos com sinceridade, pela elevação moral que então representa a possibilidade de um regimen que tem toda a sua força na opinião publica. xyxy=(184,1096,359,1159)
exchange-rate-row xyxy=(1126,392,1290,402)
ad-text: Transacções em fundos publicos, papeis de credito, bilhetes de theatro, etc. xyxy=(1133,1032,1283,1049)
page-header xyxy=(12,3,1290,23)
